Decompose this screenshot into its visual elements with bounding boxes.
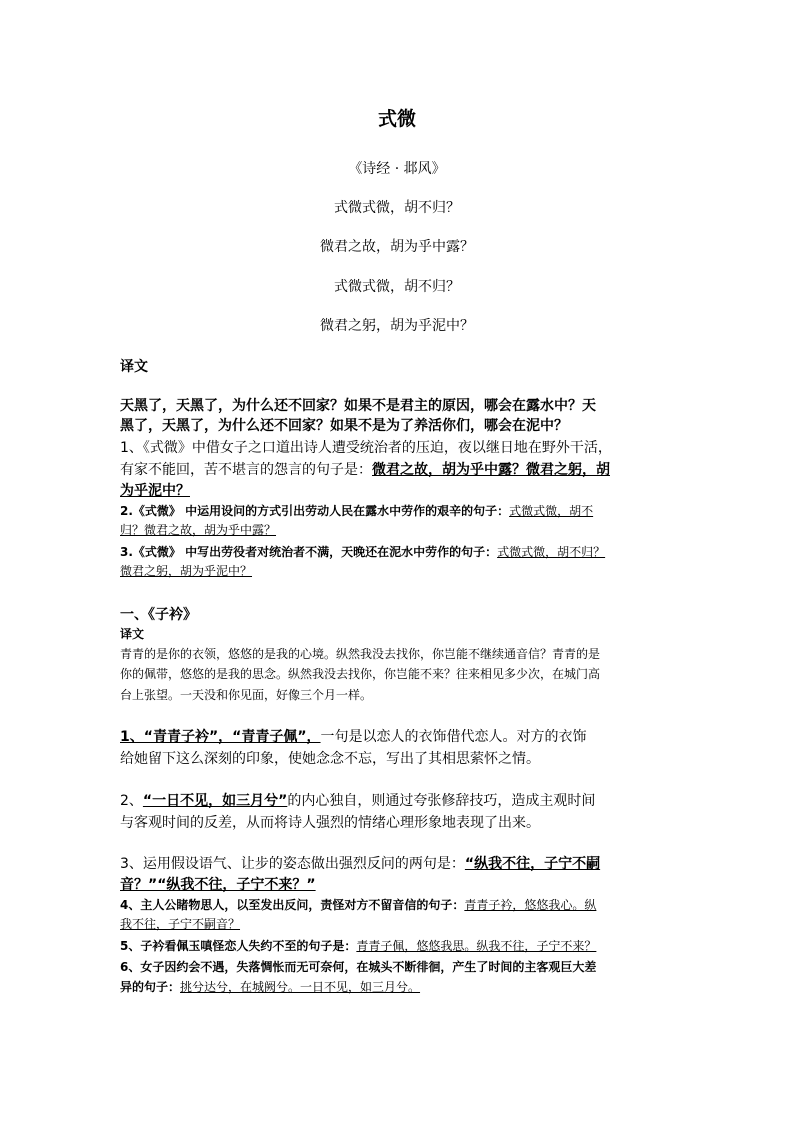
note-4-text: 4、主人公睹物思人，以至发出反问，责怪对方不留音信的句子：	[120, 898, 465, 912]
question-1-answer: 为乎泥中？	[120, 483, 190, 499]
note-2-quote: “一日不见，如三月兮”	[142, 793, 288, 809]
translation-heading: 译文	[120, 627, 145, 641]
note-2-prefix: 2、	[120, 793, 143, 809]
note-4-answer: 我不往，子宁不嗣音？	[120, 917, 241, 931]
question-1-answer: 微君之故，胡为乎中露？微君之躬，胡	[372, 462, 610, 478]
question-3-answer: 微君之躬，胡为乎泥中？	[120, 564, 253, 578]
question-1-text: 有家不能回，苦不堪言的怨言的句子是：	[120, 462, 372, 478]
note-3-text: 3、运用假设语气、让步的姿态做出强烈反问的两句是：	[120, 856, 465, 872]
note-2-text: 的内心独自，则通过夸张修辞技巧，造成主观时间	[287, 793, 596, 809]
note-6-line: 6、女子因约会不遇，失落惆怅而无可奈何，在城头不断徘徊，产生了时间的主客观巨大差	[120, 960, 597, 974]
translation-line: 天黑了，天黑了，为什么还不回家？如果不是君主的原因，哪会在露水中？天	[120, 398, 596, 414]
note-6-answer: 挑兮达兮，在城阙兮。一日不见，如三月兮。	[180, 980, 421, 994]
note-5-line	[120, 937, 596, 954]
note-5-text: 5、子衿看佩玉嗔怪恋人失约不至的句子是：	[120, 939, 357, 953]
note-4-line	[120, 896, 596, 913]
translation-line: 你的佩带，悠悠的是我的思念。纵然我没去找你，你岂能不来？往来相见多少次，在城门高	[120, 667, 601, 681]
question-3-text: 3.《式微》 中写出劳役者对统治者不满，天晚还在泥水中劳作的句子：	[120, 545, 498, 559]
question-3-answer: 式微式微，胡不归？	[497, 545, 606, 559]
poem-line: 微君之故，胡为乎中露？	[320, 239, 474, 255]
poem-line: 式微式微，胡不归？	[334, 200, 460, 216]
note-2-line	[120, 790, 595, 810]
note-1-quote: 1、“青青子衿”，“青青子佩”，	[120, 729, 321, 745]
poem-title: 式微	[377, 108, 416, 130]
translation-line: 青青的是你的衣领，悠悠的是我的心境。纵然我没去找你，你岂能不继续通音信？青青的是	[120, 647, 601, 661]
note-1-line: 给她留下这么深刻的印象，使她念念不忘，写出了其相思萦怀之情。	[120, 751, 540, 767]
translation-line: 黑了，天黑了，为什么还不回家？如果不是为了养活你们，哪会在泥中？	[120, 418, 568, 434]
poem-line: 微君之躬，胡为乎泥中？	[320, 318, 474, 334]
note-6-text: 异的句子：	[120, 980, 181, 994]
question-2-text: 2.《式微》 中运用设问的方式引出劳动人民在露水中劳作的艰辛的句子：	[120, 504, 510, 518]
translation-line: 台上张望。一天没和你见面，好像三个月一样。	[120, 688, 373, 702]
question-2-answer: 式微式微，胡不	[509, 504, 594, 518]
note-2-line: 与客观时间的反差，从而将诗人强烈的情绪心理形象地表现了出来。	[120, 815, 540, 831]
poem-source: 《诗经 · 邶风》	[348, 161, 446, 177]
note-6-line	[120, 978, 420, 995]
note-1-text: 一句是以恋人的衣饰借代恋人。对方的衣饰	[320, 729, 587, 745]
note-3-line	[120, 853, 600, 873]
note-4-answer: 青青子衿，悠悠我心。纵	[464, 898, 597, 912]
question-1-line: 1、《式微》中借女子之口道出诗人遭受统治者的压迫，夜以继日地在野外干活，	[120, 440, 612, 456]
translation-heading: 译文	[120, 359, 148, 375]
question-2-answer: 归？微君之故，胡为乎中露？	[120, 523, 277, 537]
question-1-line	[120, 459, 610, 479]
poem-line: 式微式微，胡不归？	[334, 279, 460, 295]
question-2-line	[120, 502, 593, 519]
note-3-answer: “纵我不往，子宁不嗣	[464, 856, 601, 872]
question-3-line	[120, 543, 605, 560]
note-5-answer: 青青子佩，悠悠我思。纵我不往，子宁不来？	[356, 939, 597, 953]
note-1-line	[120, 726, 587, 746]
section-heading: 一、《子衿》	[120, 607, 197, 623]
note-3-answer: 音？”“纵我不往，子宁不来？”	[120, 877, 316, 893]
